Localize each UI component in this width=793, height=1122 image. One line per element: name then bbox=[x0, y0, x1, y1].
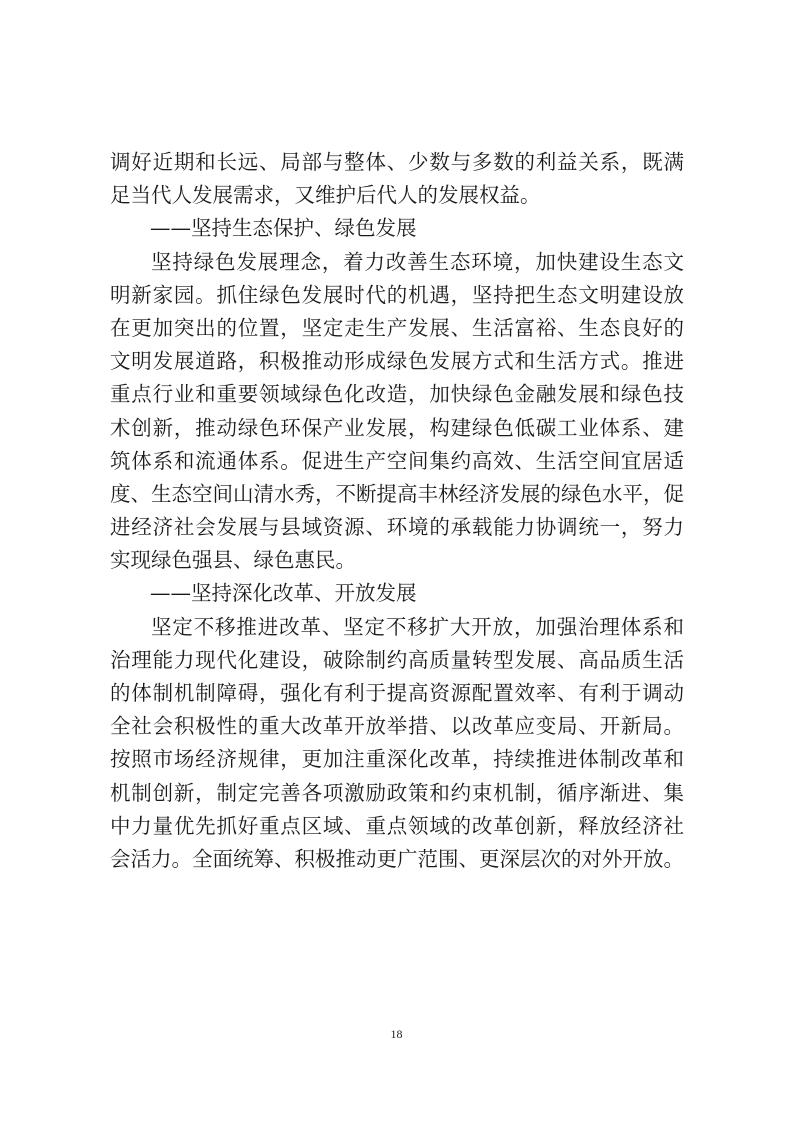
paragraph-line: 治理能力现代化建设，破除制约高质量转型发展、高品质生活 bbox=[110, 647, 684, 672]
paragraph-line: 在更加突出的位置，坚定走生产发展、生活富裕、生态良好的 bbox=[110, 315, 684, 340]
paragraph-line: 重点行业和重要领域绿色化改造，加快绿色金融发展和绿色技 bbox=[110, 382, 684, 407]
paragraph-line: 术创新，推动绿色环保产业发展，构建绿色低碳工业体系、建 bbox=[110, 415, 684, 440]
paragraph-line: 调好近期和长远、局部与整体、少数与多数的利益关系，既满 bbox=[110, 150, 684, 174]
paragraph-line: 文明发展道路，积极推动形成绿色发展方式和生活方式。推进 bbox=[110, 349, 684, 374]
paragraph-line: 筑体系和流通体系。促进生产空间集约高效、生活空间宜居适 bbox=[110, 448, 684, 473]
paragraph-line: 机制创新，制定完善各项激励政策和约束机制，循序渐进、集 bbox=[110, 780, 684, 805]
paragraph-line: 进经济社会发展与县域资源、环境的承载能力协调统一，努力 bbox=[110, 515, 684, 540]
paragraph-line: 足当代人发展需求，又维护后代人的发展权益。 bbox=[110, 183, 541, 208]
paragraph-line: 会活力。全面统筹、积极推动更广范围、更深层次的对外开放。 bbox=[110, 846, 684, 871]
paragraph-line: 度、生态空间山清水秀，不断提高丰林经济发展的绿色水平，促 bbox=[110, 481, 684, 506]
section-heading: ——坚持深化改革、开放发展 bbox=[150, 581, 417, 606]
paragraph-line: 按照市场经济规律，更加注重深化改革，持续推进体制改革和 bbox=[110, 747, 684, 772]
paragraph-line: 的体制机制障碍，强化有利于提高资源配置效率、有利于调动 bbox=[110, 681, 684, 705]
paragraph-line: 坚持绿色发展理念，着力改善生态环境，加快建设生态文 bbox=[151, 249, 684, 274]
paragraph-line: 实现绿色强县、绿色惠民。 bbox=[110, 548, 356, 573]
section-heading: ——坚持生态保护、绿色发展 bbox=[150, 216, 417, 241]
body-text bbox=[110, 146, 684, 876]
page-number: 18 bbox=[390, 1027, 403, 1041]
paragraph-line: 全社会积极性的重大改革开放举措、以改革应变局、开新局。 bbox=[110, 714, 684, 739]
paragraph-line: 明新家园。抓住绿色发展时代的机遇，坚持把生态文明建设放 bbox=[110, 282, 684, 307]
paragraph-line: 坚定不移推进改革、坚定不移扩大开放，加强治理体系和 bbox=[151, 614, 684, 639]
paragraph-line: 中力量优先抓好重点区域、重点领域的改革创新，释放经济社 bbox=[110, 813, 684, 838]
